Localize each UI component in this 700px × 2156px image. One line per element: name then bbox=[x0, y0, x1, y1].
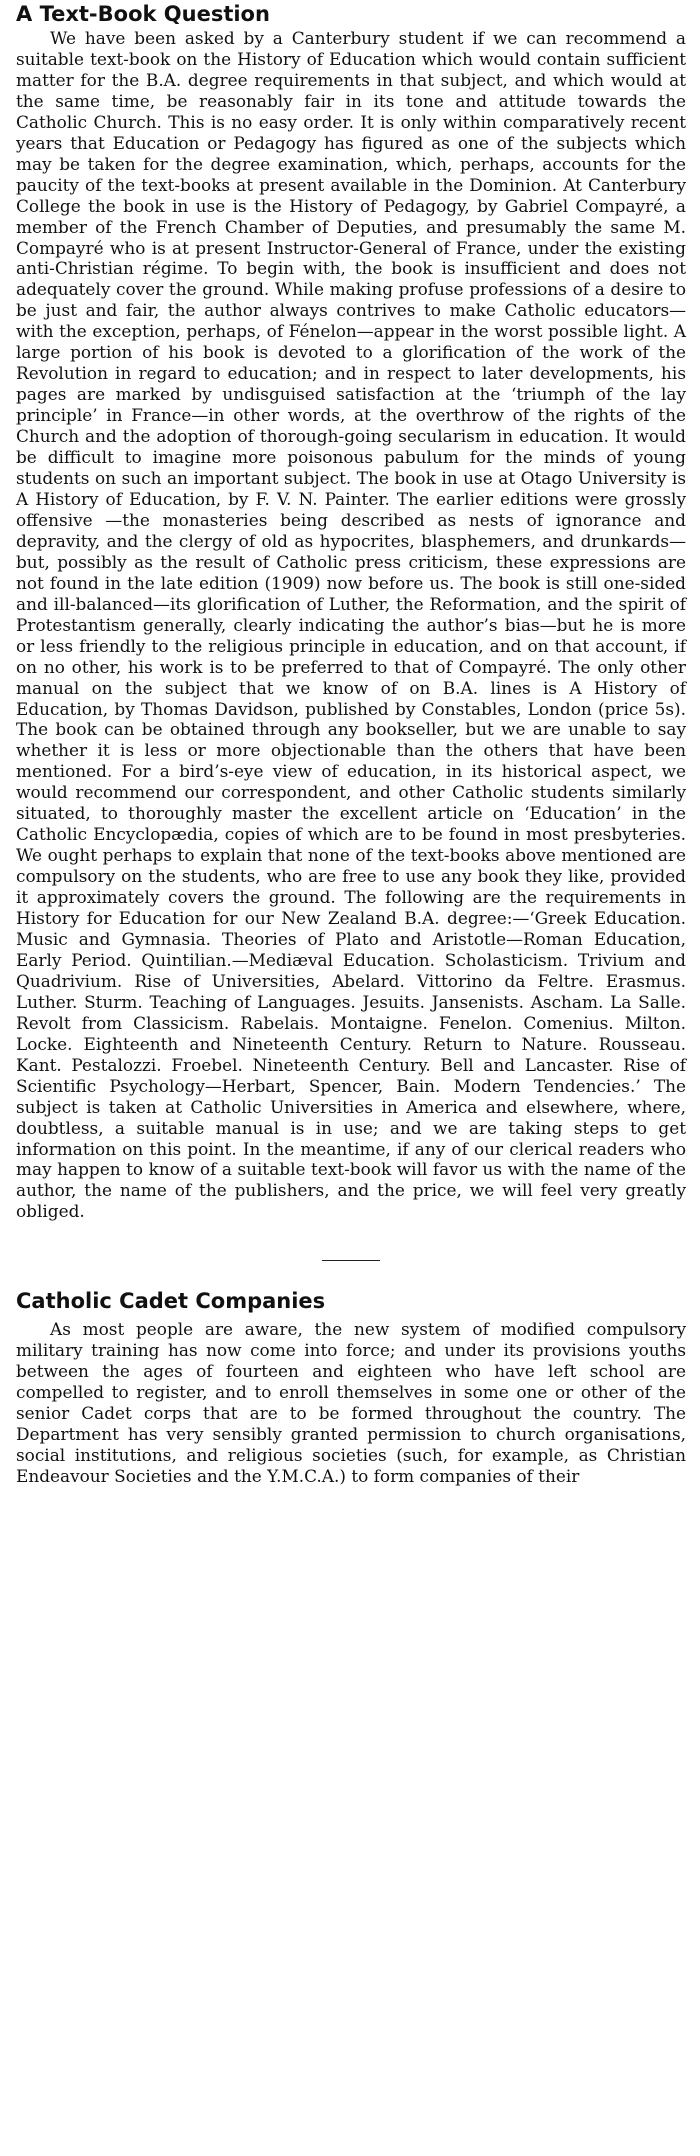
article-catholic-cadet-companies bbox=[16, 1289, 686, 1487]
article-title: Catholic Cadet Companies bbox=[16, 1289, 326, 1314]
article-text-book-question bbox=[16, 0, 686, 1222]
article-body: As most people are aware, the new system of modified compulsory military training has now come into force; and under its provisions youths between the ages of fourteen and eighteen who have left school are compelled to register, and to enroll themselves in some one or other of the senior Cadet corps that are to be formed throughout the country. The Department has very sensibly granted permission to church organisations, social institutions, and religious societies (such, for example, as Christian Endeavour Societies and the Y.M.C.A.) to form companies of their bbox=[16, 1319, 686, 1486]
article-body: We have been asked by a Canterbury student if we can recommend a suitable text-book on the History of Education which would contain sufficient matter for the B.A. degree requirements in that subject, and which would at the same time, be reasonably fair in its tone and attitude towards the Catholic Church. This is no easy order. It is only within comparatively recent years that Education or Pedagogy has figured as one of the subjects which may be taken for the degree examination, which, perhaps, accounts for the paucity of the text-books at present available in the Dominion. At Canterbury College the book in use is the History of Pedagogy, by Gabriel Compayré, a member of the French Chamber of Deputies, and presumably the same M. Compayré who is at present Instructor-General of France, under the existing anti-Christian régime. To begin with, the book is insufficient and does not adequately cover the ground. While making profuse professions of a desire to be just and fair, the author always contrives to make Catholic educators—with the exception, perhaps, of Fénelon—appear in the worst possible light. A large portion of his book is devoted to a glorification of the work of the Revolution in regard to education; and in respect to later developments, his pages are marked by undisguised satisfaction at the ‘triumph of the lay principle’ in France—in other words, at the overthrow of the rights of the Church and the adoption of thorough-going secularism in education. It would be difficult to imagine more poisonous pabulum for the minds of young students on such an important subject. The book in use at Otago University is A History of Education, by F. V. N. Painter. The earlier editions were grossly offensive —the monasteries being described as nests of ignorance and depravity, and the clergy of old as hypocrites, blasphemers, and drunkards—but, possibly as the result of Catholic press criticism, these expressions are not found in the late edition (1909) now before us. The book is still one-sided and ill-balanced—its glorification of Luther, the Reformation, and the spirit of Protestantism generally, clearly indicating the author’s bias—but he is more or less friendly to the religious principle in education, and on that account, if on no other, his work is to be preferred to that of Compayré. The only other manual on the subject that we know of on B.A. lines is A History of Education, by Thomas Davidson, published by Constables, London (price 5s). The book can be obtained through any bookseller, but we are unable to say whether it is less or more objectionable than the others that have been mentioned. For a bird’s-eye view of education, in its historical aspect, we would recommend our correspondent, and other Catholic students similarly situated, to thoroughly master the excellent article on ‘Education’ in the Catholic Encyclopædia, copies of which are to be found in most presbyteries. We ought perhaps to explain that none of the text-books above mentioned are compulsory on the students, who are free to use any book they like, provided it approximately covers the ground. The following are the requirements in History for Education for our New Zealand B.A. degree:—‘Greek Education. Music and Gymnasia. Theories of Plato and Aristotle—Roman Education, Early Period. Quintilian.—Mediæval Education. Scholasticism. Trivium and Quadrivium. Rise of Universities, Abelard. Vittorino da Feltre. Erasmus. Luther. Sturm. Teaching of Languages. Jesuits. Jansenists. Ascham. La Salle. Revolt from Classicism. Rabelais. Montaigne. Fenelon. Comenius. Milton. Locke. Eighteenth and Nineteenth Century. Return to Nature. Rousseau. Kant. Pestalozzi. Froebel. Nineteenth Century. Bell and Lancaster. Rise of Scientific Psychology—Herbart, Spencer, Bain. Modern Tendencies.’ The subject is taken at Catholic Universities in America and elsewhere, where, doubtless, a suitable manual is in use; and we are taking steps to get information on this point. In the meantime, if any of our clerical readers who may happen to know of a suitable text-book will favor us with the name of the author, the name of the publishers, and the price, we will feel very greatly obliged. bbox=[16, 28, 686, 1222]
article-title: A Text-Book Question bbox=[16, 2, 270, 26]
section-divider bbox=[322, 1260, 380, 1261]
